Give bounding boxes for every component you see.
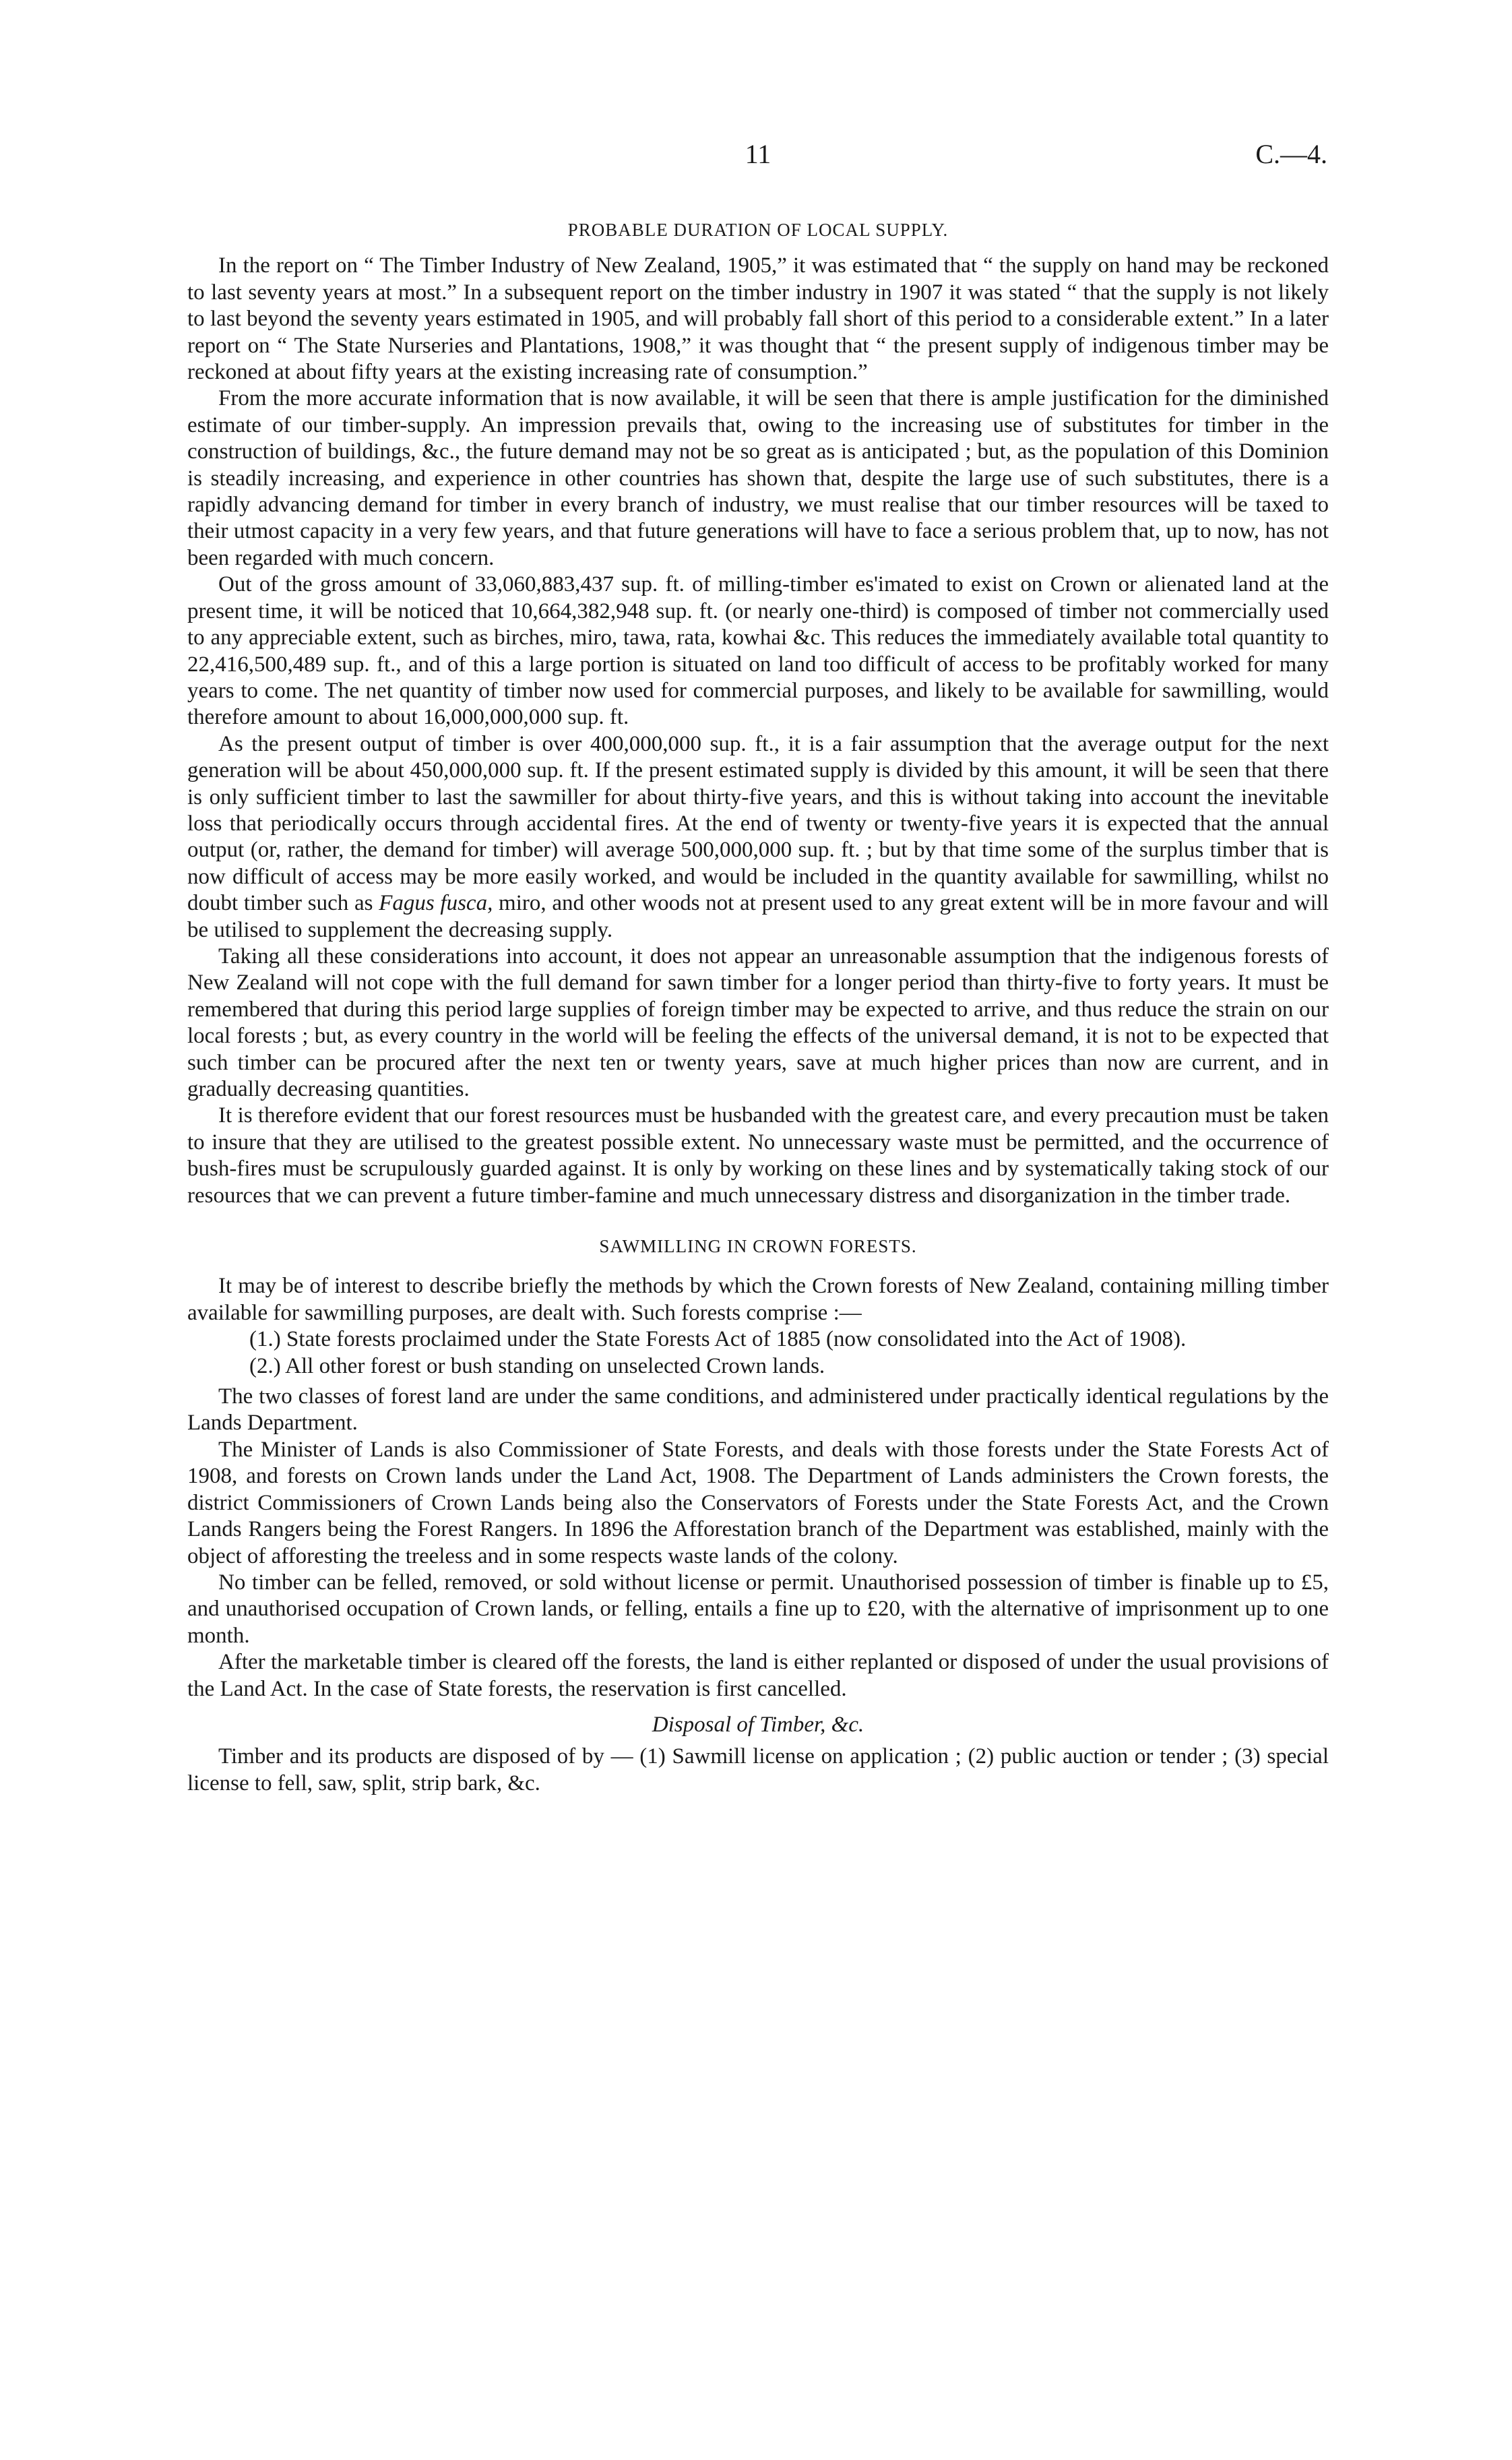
page-number: 11 — [745, 139, 771, 169]
species-name: Fagus fusca, — [379, 891, 493, 916]
paragraph: Taking all these considerations into account, it does not appear an unreasonable assumption that the indigenous forests of New Zealand will not cope with the full demand for sawn timber for a longer period than thirty-five to forty years. It must be remembered that during this period large supplies of foreign timber may be expected to arrive, and thus reduce the strain on our local forests ; but, as every country in the world will be feeling the effects of the universal demand, it is not to be expected that such timber can be procured after the next ten or twenty years, save at much higher prices than now are current, and in gradually decreasing quantities. — [187, 944, 1329, 1101]
page-header — [189, 138, 1327, 179]
paragraph: From the more accurate information that is now available, it will be seen that there is ample justification for the diminished estimate of our timber-supply. An impression prevails that, owing to the increasing use of substitutes for timber in the construction of buildings, &c., the future demand may not be so great as is anticipated ; but, as the population of this Dominion is steadily increasing, and experience in other countries has shown that, despite the large use of such substitutes, there is a rapidly advancing demand for timber in every branch of industry, we must realise that our timber resources will be taxed to their utmost capacity in a very few years, and that future generations will have to face a serious problem that, up to now, has not been regarded with much concern. — [187, 386, 1329, 570]
paragraph: No timber can be felled, removed, or sold without license or permit. Unauthorised possession of timber is finable up to £5, and unauthorised occupation of Crown lands, or felling, entails a fine up to £20, with the alternative of imprisonment up to one month. — [187, 1570, 1329, 1648]
document-reference: C.—4. — [1255, 139, 1327, 169]
list-item: (2.) All other forest or bush standing on unselected Crown lands. — [249, 1353, 825, 1378]
paragraph-text: miro, and other woods not at present used to any great extent will be in more favour and will be utilised to supplement the decreasing supply. — [187, 891, 1329, 942]
section-title-probable-duration: PROBABLE DURATION OF LOCAL SUPPLY. — [567, 220, 949, 240]
paragraph: After the marketable timber is cleared off the forests, the land is either replanted or disposed of under the usual provisions of the Land Act. In the case of State forests, the reservation is first cancelled. — [187, 1650, 1329, 1701]
paragraph: The two classes of forest land are under the same conditions, and administered under practically identical regulations by the Lands Department. — [187, 1384, 1329, 1436]
paragraph: It may be of interest to describe briefly the methods by which the Crown forests of New Zealand, containing milling timber available for sawmilling purposes, are dealt with. Such forests comprise :— — [187, 1274, 1329, 1325]
paragraph: Timber and its products are disposed of by — (1) Sawmill license on application ; (2) public auction or tender ; (3) special license to fell, saw, split, strip bark, &c. — [187, 1744, 1329, 1795]
paragraph: It is therefore evident that our forest resources must be husbanded with the greatest care, and every precaution must be taken to insure that they are utilised to the greatest possible extent. No unnecessary waste must be permitted, and the occurrence of bush-fires must be scrupulously guarded against. It is only by working on these lines and by systematically taking stock of our resources that we can prevent a future timber-famine and much unnecessary distress and disorganization in the timber trade. — [187, 1103, 1329, 1208]
paragraph: The Minister of Lands is also Commissioner of State Forests, and deals with those forests under the State Forests Act of 1908, and forests on Crown lands under the Land Act, 1908. The Department of Lands administers the Crown forests, the district Commissioners of Crown Lands being also the Conservators of Forests under the State Forests Act, and the Crown Lands Rangers being the Forest Rangers. In 1896 the Afforestation branch of the Department was established, mainly with the object of afforesting the treeless and in some respects waste lands of the colony. — [187, 1437, 1329, 1568]
paragraph — [187, 731, 1329, 944]
paragraph: Out of the gross amount of 33,060,883,437 sup. ft. of milling-timber es'imated to exist on Crown or alienated land at the present time, it will be noticed that 10,664,382,948 sup. ft. (or nearly one-third) is composed of timber not commercially used to any appreciable extent, such as birches, miro, tawa, rata, kowhai &c. This reduces the immediately available total quantity to 22,416,500,489 sup. ft., and of this a large portion is situated on land too difficult of access to be profitably worked for many years to come. The net quantity of timber now used for commercial purposes, and likely to be available for sawmilling, would therefore amount to about 16,000,000,000 sup. ft. — [187, 572, 1329, 730]
document-body — [187, 217, 1329, 1797]
paragraph-text: As the present output of timber is over 400,000,000 sup. ft., it is a fair assumption that the average output for the next generation will be about 450,000,000 sup. ft. If the present estimated supply is divided by this amount, it will be seen that there is only sufficient timber to last the sawmiller for about thirty-five years, and this is without taking into account the inevitable loss that periodically occurs through accidental fires. At the end of twenty or twenty-five years it is expected that the annual output (or, rather, the demand for timber) will average 500,000,000 sup. ft. ; but by that time some of the surplus timber that is now difficult of access may be more easily worked, and would be included in the quantity available for sawmilling, whilst no doubt timber such as — [187, 731, 1329, 916]
section-title-sawmilling: SAWMILLING IN CROWN FORESTS. — [599, 1236, 917, 1257]
paragraph: In the report on “ The Timber Industry of New Zealand, 1905,” it was estimated that “ the supply on hand may be reckoned to last seventy years at most.” In a subsequent report on the timber industry in 1907 it was stated “ that the supply is not likely to last beyond the seventy years estimated in 1905, and will probably fall short of this period to a considerable extent.” In a later report on “ The State Nurseries and Plantations, 1908,” it was thought that “ the present supply of indigenous timber may be reckoned at about fifty years at the existing increasing rate of consumption.” — [187, 253, 1329, 385]
subsection-title-disposal: Disposal of Timber, &c. — [652, 1712, 864, 1737]
list-item: (1.) State forests proclaimed under the State Forests Act of 1885 (now consolidated into the Act of 1908). — [249, 1327, 1187, 1352]
